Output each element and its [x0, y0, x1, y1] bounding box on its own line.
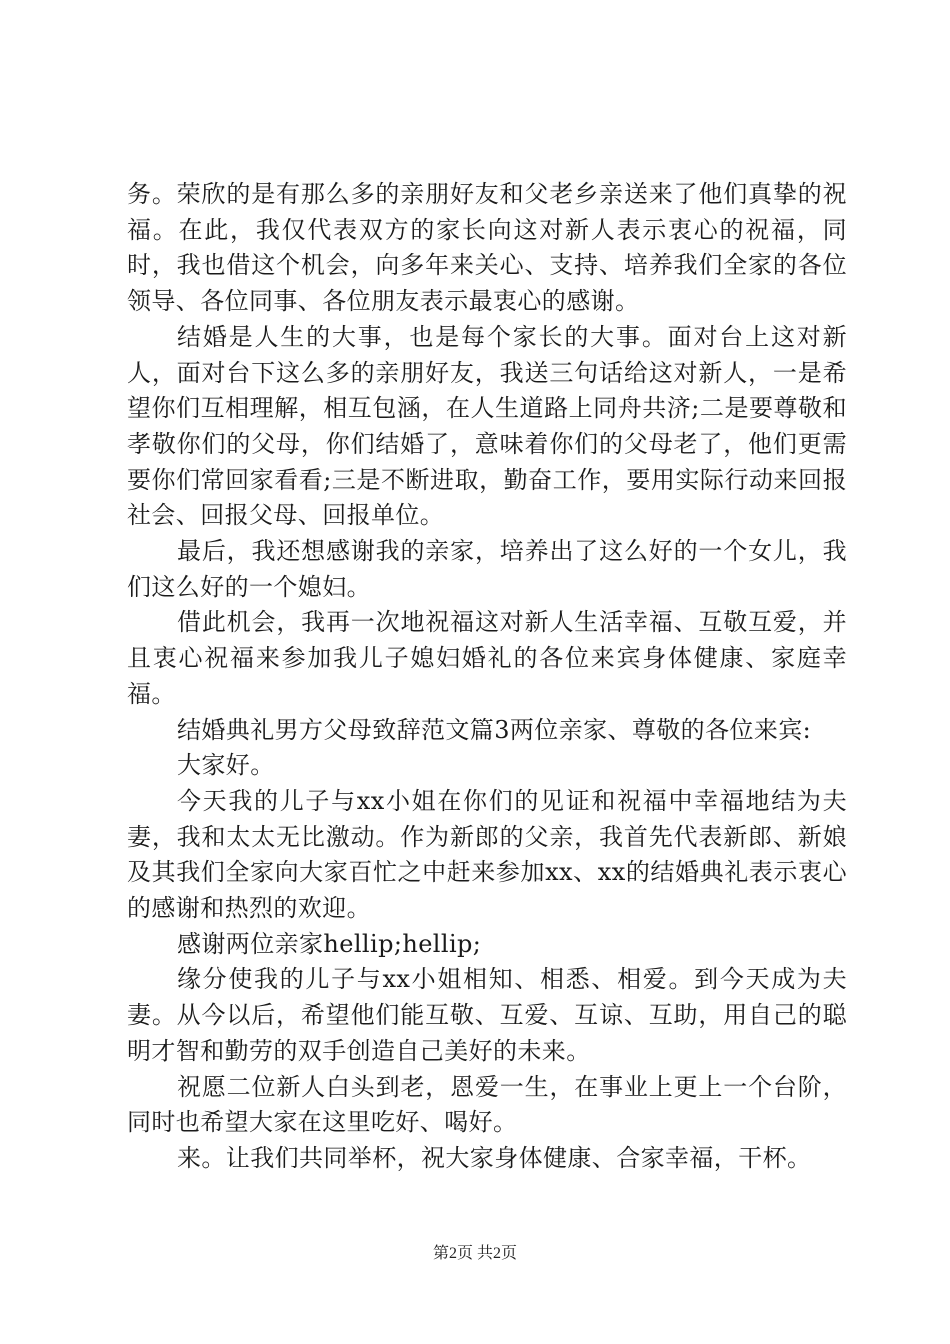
paragraph-9: 缘分使我的儿子与xx小姐相知、相悉、相爱。到今天成为夫妻。从今以后，希望他们能互敬、互爱、互谅、互助，用自己的聪明才智和勤劳的双手创造自己美好的未来。	[127, 965, 847, 1065]
paragraph-10: 祝愿二位新人白头到老，恩爱一生，在事业上更上一个台阶，同时也希望大家在这里吃好、喝好。	[127, 1072, 847, 1137]
paragraph-4: 借此机会，我再一次地祝福这对新人生活幸福、互敬互爱，并且衷心祝福来参加我儿子媳妇婚礼的各位来宾身体健康、家庭幸福。	[127, 608, 847, 708]
paragraph-7: 今天我的儿子与xx小姐在你们的见证和祝福中幸福地结为夫妻，我和太太无比激动。作为新郎的父亲，我首先代表新郎、新娘及其我们全家向大家百忙之中赶来参加xx、xx的结婚典礼表示衷心的感谢和热烈的欢迎。	[127, 786, 847, 923]
paragraph-2: 结婚是人生的大事，也是每个家长的大事。面对台上这对新人，面对台下这么多的亲朋好友，我送三句话给这对新人，一是希望你们互相理解，相互包涵，在人生道路上同舟共济;二是要尊敬和孝敬你们的父母，你们结婚了，意味着你们的父母老了，他们更需要你们常回家看看;三是不断进取，勤奋工作，要用实际行动来回报社会、回报父母、回报单位。	[127, 322, 847, 530]
paragraph-5-section-heading: 结婚典礼男方父母致辞范文篇3两位亲家、尊敬的各位来宾:	[177, 715, 812, 744]
paragraph-11: 来。让我们共同举杯，祝大家身体健康、合家幸福，干杯。	[177, 1143, 812, 1172]
paragraph-3: 最后，我还想感谢我的亲家，培养出了这么好的一个女儿，我们这么好的一个媳妇。	[127, 537, 847, 601]
paragraph-1: 务。荣欣的是有那么多的亲朋好友和父老乡亲送来了他们真挚的祝福。在此，我仅代表双方的家长向这对新人表示衷心的祝福，同时，我也借这个机会，向多年来关心、支持、培养我们全家的各位领导、各位同事、各位朋友表示最衷心的感谢。	[127, 180, 847, 316]
document-body	[127, 177, 847, 1177]
paragraph-8: 感谢两位亲家hellip;hellip;	[177, 929, 482, 958]
paragraph-6-greeting: 大家好。	[177, 751, 275, 780]
page-number-footer: 第2页 共2页	[432, 1245, 517, 1262]
